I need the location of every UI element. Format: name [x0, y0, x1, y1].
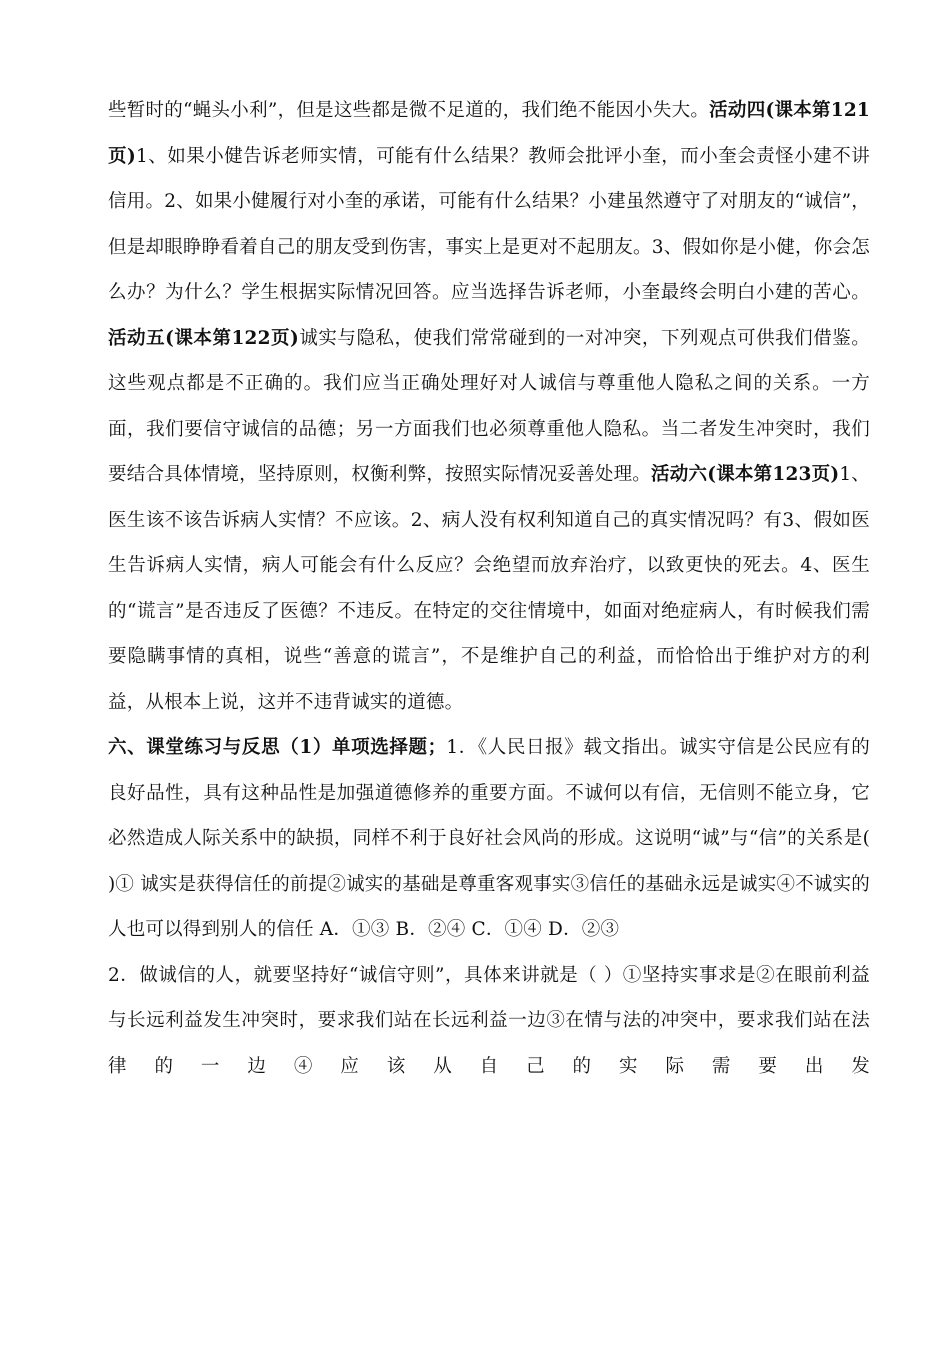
paragraph-exercise-2	[108, 953, 870, 1090]
activity-heading: 活动六(课本第123页)	[651, 464, 840, 485]
text-segment: 1、医生该不该告诉病人实情？不应该。2、病人没有权利知道自己的真实情况吗？有3、假如医生告诉病人实情，病人可能会有什么反应？会绝望而放弃治疗，以致更快的死去。4、医生的“谎言”是否违反了医德？不违反。在特定的交往情境中，如面对绝症病人，有时候我们需要隐瞒事情的真相，说些“善意的谎言”，不是维护自己的利益，而恰恰出于维护对方的利益，从根本上说，这并不违背诚实的道德。	[108, 464, 871, 713]
question-1-text: 1．《人民日报》载文指出。诚实守信是公民应有的良好品性，具有这种品性是加强道德修养的重要方面。不诚何以有信，无信则不能立身，它必然造成人际关系中的缺损，同样不利于良好社会风尚的形成。这说明“诚”与“信”的关系是( )① 诚实是获得信任的前提②诚实的基础是尊重客观事实③信任的基础永远是诚实④不诚实的人也可以得到别人的信任 A．①③ B．②④ C．①④ D．②③	[108, 737, 870, 940]
paragraph-exercise-1	[108, 725, 870, 953]
text-segment: 1、如果小健告诉老师实情，可能有什么结果？教师会批评小奎，而小奎会责怪小建不讲信用。2、如果小健履行对小奎的承诺，可能有什么结果？小建虽然遵守了对朋友的“诚信”，但是却眼睁睁看着自己的朋友受到伤害，事实上是更对不起朋友。3、假如你是小健，你会怎么办？为什么？学生根据实际情况回答。应当选择告诉老师，小奎最终会明白小建的苦心。	[108, 145, 871, 303]
paragraph-activities	[108, 88, 870, 725]
activity-heading: 活动四(课本第121页)	[108, 100, 870, 167]
activity-heading: 活动五(课本第122页)	[108, 327, 300, 349]
text-segment: 诚实与隐私，使我们常常碰到的一对冲突，下列观点可供我们借鉴。这些观点都是不正确的。我们应当正确处理好对人诚信与尊重他人隐私之间的关系。一方面，我们要信守诚信的品德；另一方面我们也必须尊重他人隐私。当二者发生冲突时，我们要结合具体情境，坚持原则，权衡利弊，按照实际情况妥善处理。	[108, 327, 870, 485]
section-heading: 六、课堂练习与反思（1）单项选择题；	[108, 737, 447, 758]
text-segment: 些暂时的“蝇头小利”，但是这些都是微不足道的，我们绝不能因小失大。	[108, 100, 710, 121]
document-body	[108, 88, 870, 1089]
question-2-text: 2．做诚信的人，就要坚持好“诚信守则”，具体来讲就是（ ）①坚持实事求是②在眼前利益与长远利益发生冲突时，要求我们站在长远利益一边③在情与法的冲突中，要求我们站在法律的一边④应该从自己的实际需要出发	[108, 964, 870, 1077]
